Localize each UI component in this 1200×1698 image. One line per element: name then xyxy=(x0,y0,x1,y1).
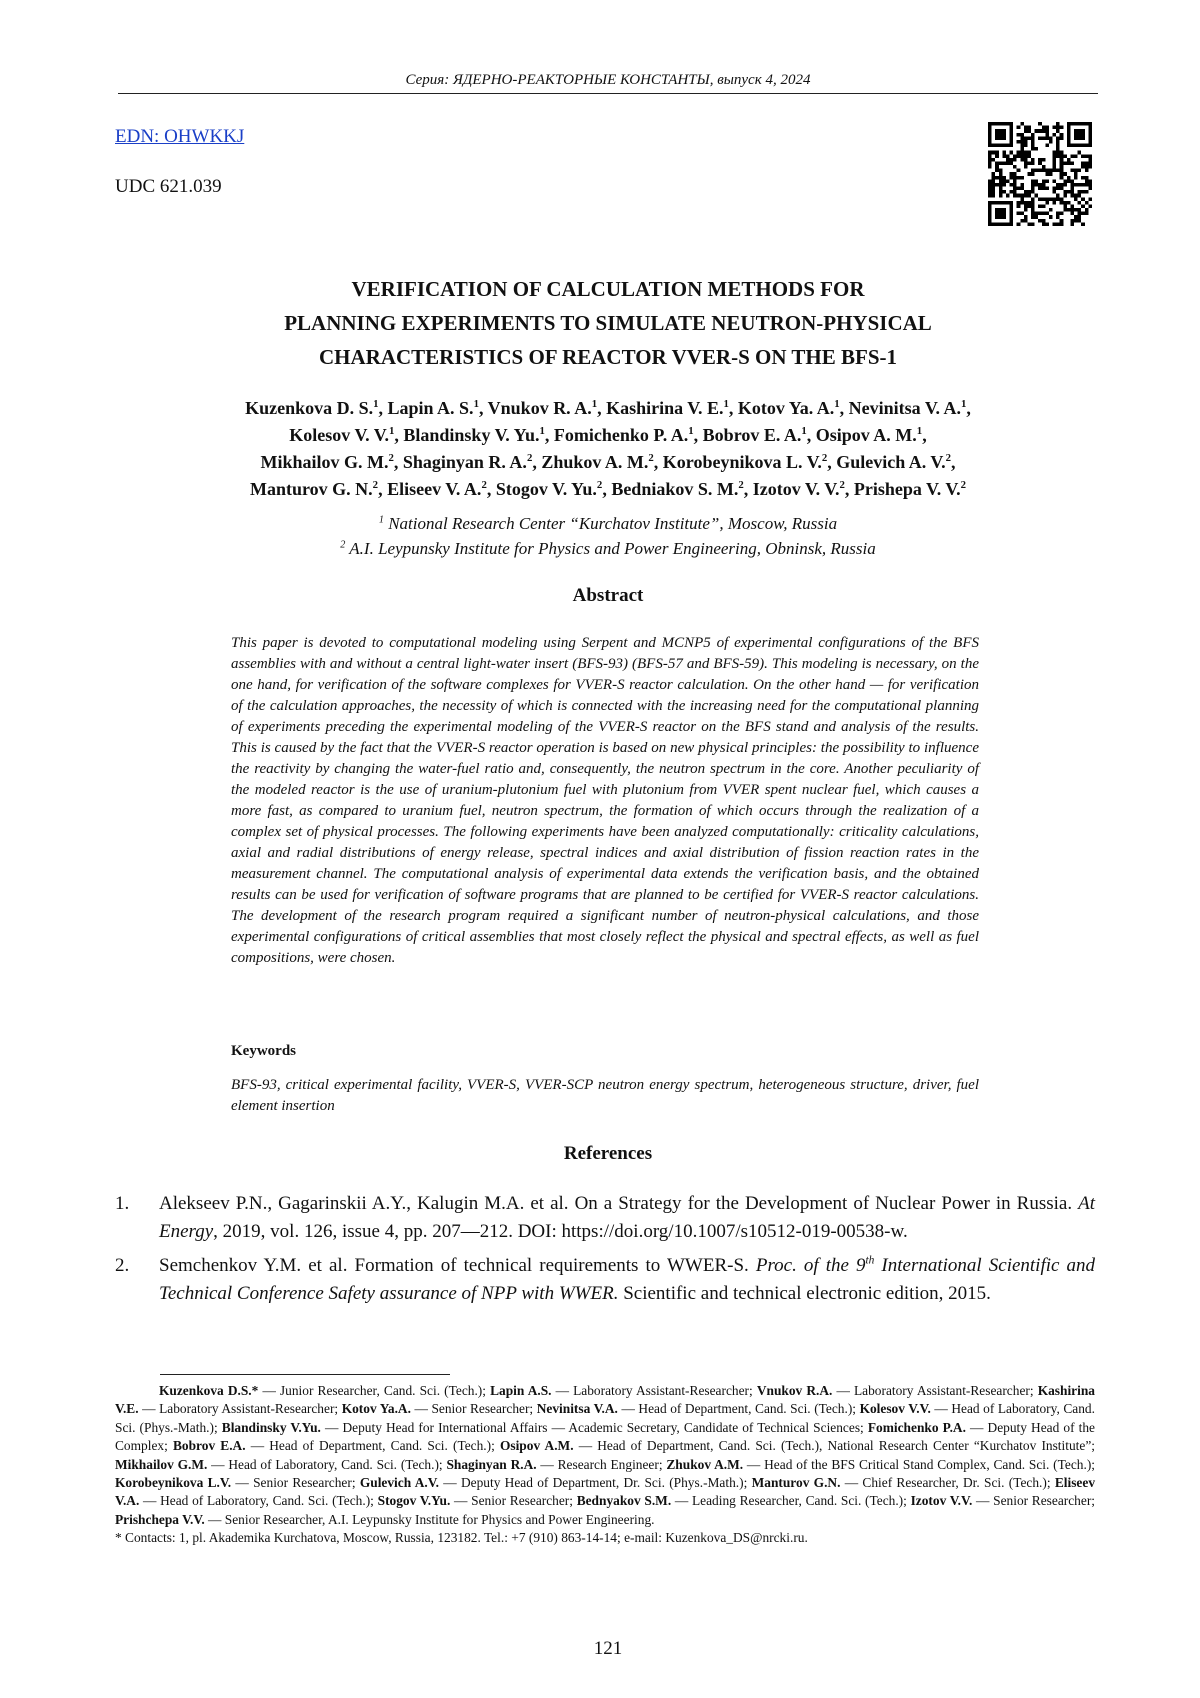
footnote-role: — Laboratory Assistant-Researcher; xyxy=(138,1401,342,1417)
author-name: Gulevich A. V. xyxy=(836,452,946,472)
footnote-author: Korobeynikova L.V. xyxy=(115,1475,232,1491)
author-affiliation-mark: 1 xyxy=(801,425,807,437)
footnote-role: — Research Engineer; xyxy=(536,1456,667,1472)
author-footnote xyxy=(115,1382,1095,1548)
author-name: Vnukov R. A. xyxy=(487,398,592,418)
references-heading: References xyxy=(563,1143,653,1164)
footnote-author: Gulevich A.V. xyxy=(359,1475,440,1491)
footnote-role: — Head of Laboratory, Cand. Sci. (Tech.); xyxy=(207,1456,447,1472)
footnote-author: Blandinsky V.Yu. xyxy=(221,1419,321,1435)
reference-list xyxy=(115,1190,1095,1314)
affiliation-text: National Research Center “Kurchatov Institute”, Moscow, Russia xyxy=(388,514,838,533)
reference-number: 2. xyxy=(115,1255,130,1276)
reference-text: Alekseev P.N., Gagarinskii A.Y., Kalugin M.A. et al. On a Strategy for the Development of Nuclear Power in Russia. xyxy=(159,1193,1079,1214)
author-affiliation-mark: 1 xyxy=(388,425,395,437)
footnote-role: — Laboratory Assistant-Researcher; xyxy=(551,1383,757,1398)
reference-number: 1. xyxy=(115,1193,130,1214)
footnote-role: — Deputy Head of the Complex; xyxy=(115,1419,1096,1454)
author-affiliation-mark: 2 xyxy=(648,452,654,464)
footnote-author: Bednyakov S.M. xyxy=(576,1493,672,1509)
abstract-text: This paper is devoted to computational modeling using Serpent and MCNP5 of experimental configurations of the BFS assemblies with and without a central light-water insert (BFS-93) (BFS-57 and BFS-59). This modeling is necessary, on the one hand, for verification of the software complexes for VVER-S reactor calculation. On the other hand — for verification of the calculation approaches, the necessity of which is connected with the increasing need for the computational planning of experiments preceding the experimental modeling of the VVER-S reactor on the BFS stand and analysis of the results. This is caused by the fact that the VVER-S reactor operation is based on new physical principles: the possibility to influence the reactivity by changing the water-fuel ratio and, consequently, the neutron spectrum in the core. Another peculiarity of the modeled reactor is the use of uranium-plutonium fuel with plutonium from VVER spent nuclear fuel, which causes a more fast, as compared to uranium fuel, neutron spectrum, the formation of which occurs through the realization of a complex set of physical processes. The following experiments have been analyzed computationally: criticality calculations, axial and radial distributions of energy release, spectral indices and axial distribution of fission reaction rates in the measurement channel. The computational analysis of experimental data extends the verification basis, and the obtained results can be used for verification of software programs that are planned to be certified for VVER-S reactor calculations. The development of the research program required a significant number of neutron-physical calculations, and those experimental configurations of critical assemblies that most closely reflect the physical and spectral effects, as well as fuel compositions, were chosen. xyxy=(231,635,979,966)
author-name: Lapin A. S. xyxy=(387,398,474,418)
author-affiliation-mark: 2 xyxy=(839,479,845,491)
author-affiliation-mark: 1 xyxy=(473,398,479,410)
author-affiliation-mark: 2 xyxy=(388,452,394,464)
page-number: 121 xyxy=(593,1638,623,1659)
footnote-author: Kuzenkova D.S.* xyxy=(159,1383,259,1398)
footnote-role: — Head of Department, Cand. Sci. (Tech.); xyxy=(617,1401,860,1417)
author-name: Zhukov A. M. xyxy=(541,452,649,472)
author-name: Izotov V. V. xyxy=(752,479,840,499)
journal-superscript: th xyxy=(865,1254,875,1267)
edn-link[interactable]: EDN: OHWKKJ xyxy=(115,126,245,147)
author-affiliation-mark: 2 xyxy=(481,479,487,491)
affiliation-number: 1 xyxy=(378,514,384,526)
footnote-author: Kolesov V.V. xyxy=(859,1401,931,1417)
author-name: Kashirina V. E. xyxy=(606,398,724,418)
author-affiliation-mark: 2 xyxy=(738,479,744,491)
footnote-author: Zhukov A.M. xyxy=(666,1456,744,1472)
author-name: Osipov A. M. xyxy=(815,425,917,445)
footnote-author: Nevinitsa V.A. xyxy=(536,1401,618,1417)
affiliation-number: 2 xyxy=(340,539,346,551)
author-affiliation-mark: 1 xyxy=(916,425,923,437)
footnote-author: Mikhailov G.M. xyxy=(115,1456,208,1472)
author-name: Nevinitsa V. A. xyxy=(848,398,962,418)
author-affiliation-mark: 2 xyxy=(945,452,952,464)
udc-code: UDC 621.039 xyxy=(115,176,222,197)
journal-part: Proc. of the 9 xyxy=(755,1255,866,1276)
series-title: Серия: ЯДЕРНО-РЕАКТОРНЫЕ КОНСТАНТЫ, выпуск 4, 2024 xyxy=(405,72,811,88)
footnote-role: — Senior Researcher; xyxy=(450,1493,577,1509)
footnote-author: Lapin A.S. xyxy=(490,1383,552,1398)
footnote-author: Bobrov E.A. xyxy=(172,1438,246,1454)
footnote-role: — Head of Department, Cand. Sci. (Tech.), National Research Center “Kurchatov Institute”; xyxy=(573,1438,1095,1454)
reference-item xyxy=(115,1252,1095,1308)
title-line: CHARACTERISTICS OF REACTOR VVER-S ON THE BFS-1 xyxy=(318,345,897,369)
author-affiliation-mark: 1 xyxy=(834,398,840,410)
author-affiliation-mark: 1 xyxy=(961,398,967,410)
author-name: Shaginyan R. A. xyxy=(402,452,527,472)
author-name: Prishepa V. V. xyxy=(853,479,961,499)
author-affiliation-mark: 2 xyxy=(960,479,966,491)
footnote-author: Manturov G.N. xyxy=(751,1475,841,1491)
author-name: Manturov G. N. xyxy=(250,479,373,499)
author-affiliation-mark: 1 xyxy=(591,398,598,410)
running-header xyxy=(118,72,1098,94)
author-name: Eliseev V. A. xyxy=(387,479,482,499)
affiliation-item xyxy=(118,511,1098,536)
author-affiliation-mark: 1 xyxy=(688,425,694,437)
reference-item xyxy=(115,1190,1095,1246)
author-list: Kuzenkova D. S.$^1$, Lapin A. S.$^1$, Vnukov R. A.$^1$, Kashirina V. E.$^1$, Kotov Ya. A.$^1$, Nevinitsa V. A.$^1$, Kolesov V. V.$^1$, Blandinsky V. Yu.$^1$, Fomichenko P. A.$^1$, Bobrov E. A.$^1$, Osipov A. M.$^1$, Mikhailov G. M.$^2$, Shaginyan R. A.$^2$, Zhukov A. M.$^2$, Korobeynikova L. V.$^2$, Gulevich A. V.$^2$, Manturov G. N.$^2$, Eliseev V. A.$^2$, Stogov V. Yu.$^2$, Bedniakov S. M.$^2$, Izotov V. V.$^2$, Prishepa V. V.$^2$ xyxy=(245,398,971,499)
footnote-role: — Senior Researcher; xyxy=(410,1401,537,1417)
footnote-role: — Junior Researcher, Cand. Sci. (Tech.); xyxy=(258,1383,491,1398)
author-name: Fomichenko P. A. xyxy=(553,425,689,445)
footnote-author: Stogov V.Yu. xyxy=(377,1493,451,1509)
footnote-author: Kashirina V.E. xyxy=(115,1383,1095,1417)
keywords-text: BFS-93, critical experimental facility, VVER-S, VVER-SCP neutron energy spectrum, heterogeneous structure, driver, fuel element insertion xyxy=(231,1077,979,1114)
footnote-author: Eliseev V.A. xyxy=(115,1475,1096,1509)
author-name: Stogov V. Yu. xyxy=(495,479,597,499)
affiliation-list xyxy=(118,511,1098,561)
footnote-author: Shaginyan R.A. xyxy=(446,1456,537,1472)
paper-title xyxy=(118,272,1098,374)
author-name: Korobeynikova L. V. xyxy=(662,452,822,472)
footnote-role: — Senior Researcher; xyxy=(972,1493,1095,1509)
footnote-author: Fomichenko P.A. xyxy=(867,1419,966,1435)
footnote-role: — Head of Laboratory, Cand. Sci. (Phys.-Math.); xyxy=(115,1401,1095,1435)
footnote-author: Kotov Ya.A. xyxy=(341,1401,411,1417)
author-name: Mikhailov G. M. xyxy=(260,452,389,472)
affiliation-item xyxy=(118,536,1098,561)
footnote-role: — Senior Researcher; xyxy=(231,1475,360,1491)
footnote-author: Osipov A.M. xyxy=(499,1438,574,1454)
footnote-role: — Deputy Head of Department, Dr. Sci. (Phys.-Math.); xyxy=(439,1475,752,1491)
title-line: PLANNING EXPERIMENTS TO SIMULATE NEUTRON-PHYSICAL xyxy=(284,311,932,335)
footnote-role: — Deputy Head for International Affairs — Academic Secretary, Candidate of Technical Sciences; xyxy=(320,1419,868,1435)
author-affiliation-mark: 2 xyxy=(372,479,379,491)
keywords-heading: Keywords xyxy=(231,1043,296,1059)
author-affiliation-mark: 1 xyxy=(539,425,545,437)
footnote-author: Izotov V.V. xyxy=(910,1493,973,1509)
reference-text: Semchenkov Y.M. et al. Formation of technical requirements to WWER-S. xyxy=(159,1255,756,1276)
author-name: Kolesov V. V. xyxy=(289,425,389,445)
contacts-line: * Contacts: 1, pl. Akademika Kurchatova, Moscow, Russia, 123182. Tel.: +7 (910) 863-14-14; e-mail: Kuzenkova_DS@nrcki.ru. xyxy=(115,1530,808,1546)
footnote-role: — Senior Researcher, A.I. Leypunsky Institute for Physics and Power Engineering. xyxy=(204,1511,655,1527)
footnote-role: — Chief Researcher, Dr. Sci. (Tech.); xyxy=(840,1475,1055,1491)
author-affiliation-mark: 1 xyxy=(373,398,379,410)
footnote-author: Prishchepa V.V. xyxy=(115,1511,205,1527)
footnote-role: — Laboratory Assistant-Researcher; xyxy=(832,1383,1038,1398)
author-name: Bobrov E. A. xyxy=(702,425,802,445)
reference-details: , 2019, vol. 126, issue 4, pp. 207—212. DOI: https://doi.org/10.1007/s10512-019-00538-w. xyxy=(213,1221,908,1242)
footnote-entries xyxy=(115,1382,1095,1529)
footnote-author: Vnukov R.A. xyxy=(756,1383,833,1398)
abstract-heading: Abstract xyxy=(572,585,644,606)
author-name: Kuzenkova D. S. xyxy=(245,398,374,418)
reference-details: Scientific and technical electronic edition, 2015. xyxy=(618,1283,991,1304)
affiliation-text: A.I. Leypunsky Institute for Physics and Power Engineering, Obninsk, Russia xyxy=(349,539,876,558)
footnote-role: — Head of the BFS Critical Stand Complex, Cand. Sci. (Tech.); xyxy=(743,1456,1095,1472)
reference-journal: At Energy xyxy=(159,1193,1095,1242)
footnote-divider xyxy=(160,1374,450,1375)
author-affiliation-mark: 2 xyxy=(821,452,828,464)
qr-code-icon xyxy=(988,122,1092,226)
footnote-role: — Head of Department, Cand. Sci. (Tech.); xyxy=(245,1438,500,1454)
title-line: VERIFICATION OF CALCULATION METHODS FOR xyxy=(351,277,865,301)
author-affiliation-mark: 1 xyxy=(723,398,729,410)
author-name: Blandinsky V. Yu. xyxy=(403,425,540,445)
author-name: Bedniakov S. M. xyxy=(611,479,739,499)
footnote-role: — Head of Laboratory, Cand. Sci. (Tech.); xyxy=(139,1493,378,1509)
author-affiliation-mark: 2 xyxy=(526,452,533,464)
footnote-role: — Leading Researcher, Cand. Sci. (Tech.); xyxy=(671,1493,911,1509)
author-name: Kotov Ya. A. xyxy=(737,398,835,418)
journal-part: International Scientific and Technical Conference Safety assurance of NPP with WWER. xyxy=(159,1255,1096,1304)
author-affiliation-mark: 2 xyxy=(596,479,603,491)
